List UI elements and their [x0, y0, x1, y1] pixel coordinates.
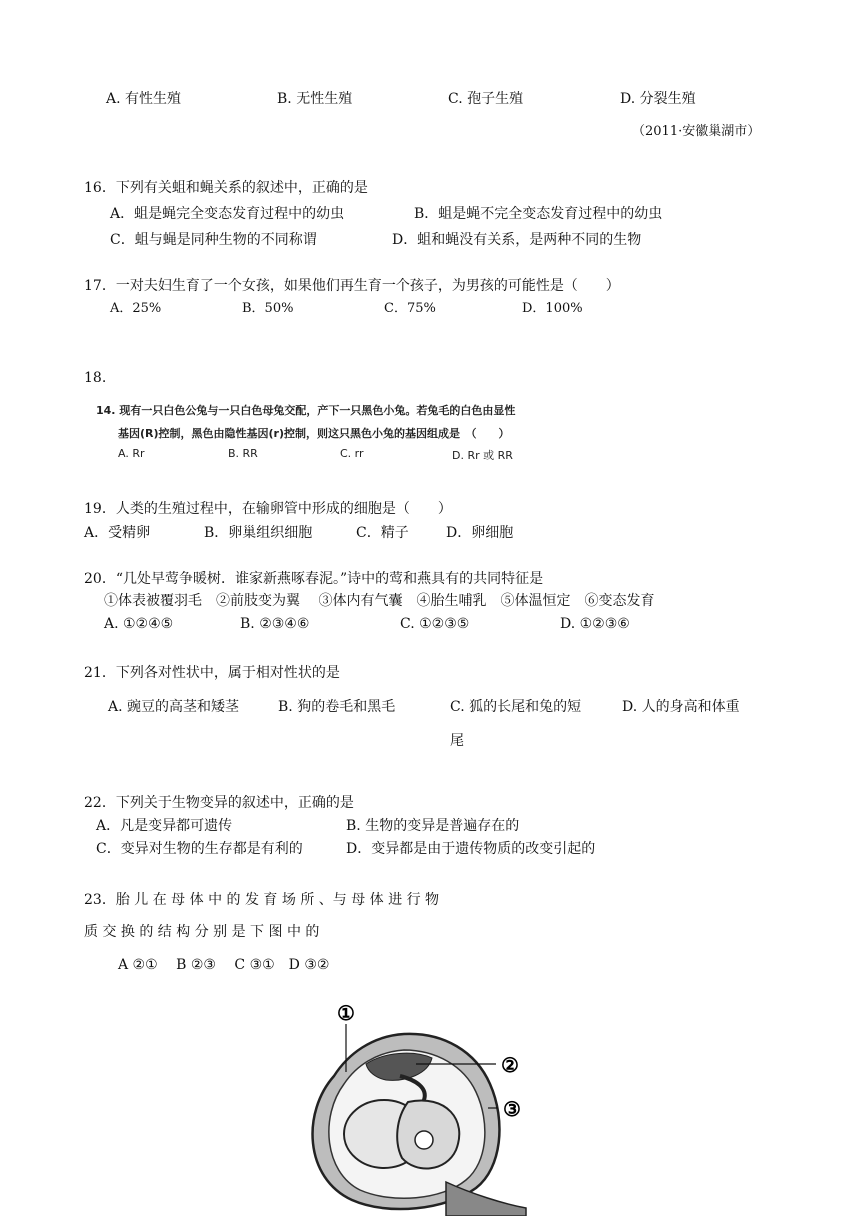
q19-option-a: A．受精卵 [84, 525, 151, 541]
q23-options: A ②① B ②③ C ③① D ③② [118, 957, 330, 973]
q22-option-c: C．变异对生物的生存都是有利的 [96, 841, 303, 857]
q17-option-a: A．25% [110, 301, 162, 316]
q17-stem: 17．一对夫妇生育了一个女孩，如果他们再生育一个孩子，为男孩的可能性是（ ） [84, 278, 620, 294]
q22-option-a: A．凡是变异都可遗传 [96, 818, 233, 834]
q23-stem-line1: 23．胎 儿 在 母 体 中 的 发 育 场 所 、与 母 体 进 行 物 [84, 892, 440, 908]
q16-option-d: D．蛆和蝇没有关系，是两种不同的生物 [392, 232, 642, 248]
q18-option-c: C. rr [340, 447, 364, 460]
fetus-uterus-diagram [296, 1002, 536, 1216]
q22-option-d: D．变异都是由于遗传物质的改变引起的 [346, 841, 596, 857]
q18-option-d: D. Rr 或 RR [452, 449, 513, 462]
cervix [446, 1182, 526, 1216]
q15-option-d: D. 分裂生殖 [620, 91, 696, 107]
q16-source: （2011·安徽巢湖市） [632, 124, 761, 139]
q21-option-d: D. 人的身高和体重 [622, 699, 740, 715]
q18-scan-line1: 14. 现有一只白色公兔与一只白色母兔交配，产下一只黑色小兔。若兔毛的白色由显性 [96, 404, 516, 417]
q21-option-c: C. 狐的长尾和兔的短 [450, 699, 582, 715]
q21-option-c-cont: 尾 [450, 733, 464, 749]
q18-scanned-question [96, 398, 596, 468]
q22-stem: 22．下列关于生物变异的叙述中，正确的是 [84, 795, 354, 811]
label-3: ③ [503, 1097, 521, 1121]
label-2: ② [501, 1053, 519, 1077]
q18-option-a: A. Rr [118, 447, 145, 460]
q20-stem: 20．“几处早莺争暖树．谁家新燕啄春泥。”诗中的莺和燕具有的共同特征是 [84, 571, 544, 587]
q17-option-b: B．50% [242, 301, 294, 316]
q16-option-b: B．蛆是蝇不完全变态发育过程中的幼虫 [414, 206, 663, 222]
q16-option-a: A．蛆是蝇完全变态发育过程中的幼虫 [110, 206, 345, 222]
q17-option-d: D．100% [522, 301, 583, 316]
q19-option-d: D．卵细胞 [446, 525, 514, 541]
q21-option-b: B. 狗的卷毛和黑毛 [278, 699, 396, 715]
fetus-hand [415, 1131, 433, 1149]
label-1: ① [337, 1002, 355, 1025]
q19-option-c: C．精子 [356, 525, 409, 541]
q18-option-b: B. RR [228, 447, 258, 460]
q17-option-c: C．75% [384, 301, 436, 316]
q20-option-c: C. ①②③⑤ [400, 616, 470, 632]
q16-option-c: C．蛆与蝇是同种生物的不同称谓 [110, 232, 317, 248]
q16-stem: 16．下列有关蛆和蝇关系的叙述中，正确的是 [84, 180, 368, 196]
q18-number: 18. [84, 370, 107, 386]
q15-option-a: A. 有性生殖 [106, 91, 182, 107]
q18-scan-line2: 基因(R)控制，黑色由隐性基因(r)控制，则这只黑色小兔的基因组成是 （ ） [118, 427, 510, 440]
q23-stem-line2: 质 交 换 的 结 构 分 别 是 下 图 中 的 [84, 924, 320, 940]
q20-option-b: B. ②③④⑥ [240, 616, 310, 632]
q21-stem: 21．下列各对性状中，属于相对性状的是 [84, 665, 340, 681]
q21-option-a: A. 豌豆的高茎和矮茎 [108, 699, 240, 715]
q20-option-a: A. ①②④⑤ [104, 616, 174, 632]
q20-option-d: D. ①②③⑥ [560, 616, 630, 632]
q22-option-b: B. 生物的变异是普遍存在的 [346, 818, 520, 834]
q15-option-b: B. 无性生殖 [277, 91, 353, 107]
q20-statements: ①体表被覆羽毛 ②前肢变为翼 ③体内有气囊 ④胎生哺乳 ⑤体温恒定 ⑥变态发育 [104, 593, 655, 609]
q19-stem: 19．人类的生殖过程中，在输卵管中形成的细胞是（ ） [84, 501, 452, 517]
q15-option-c: C. 孢子生殖 [448, 91, 524, 107]
q19-option-b: B．卵巢组织细胞 [204, 525, 313, 541]
